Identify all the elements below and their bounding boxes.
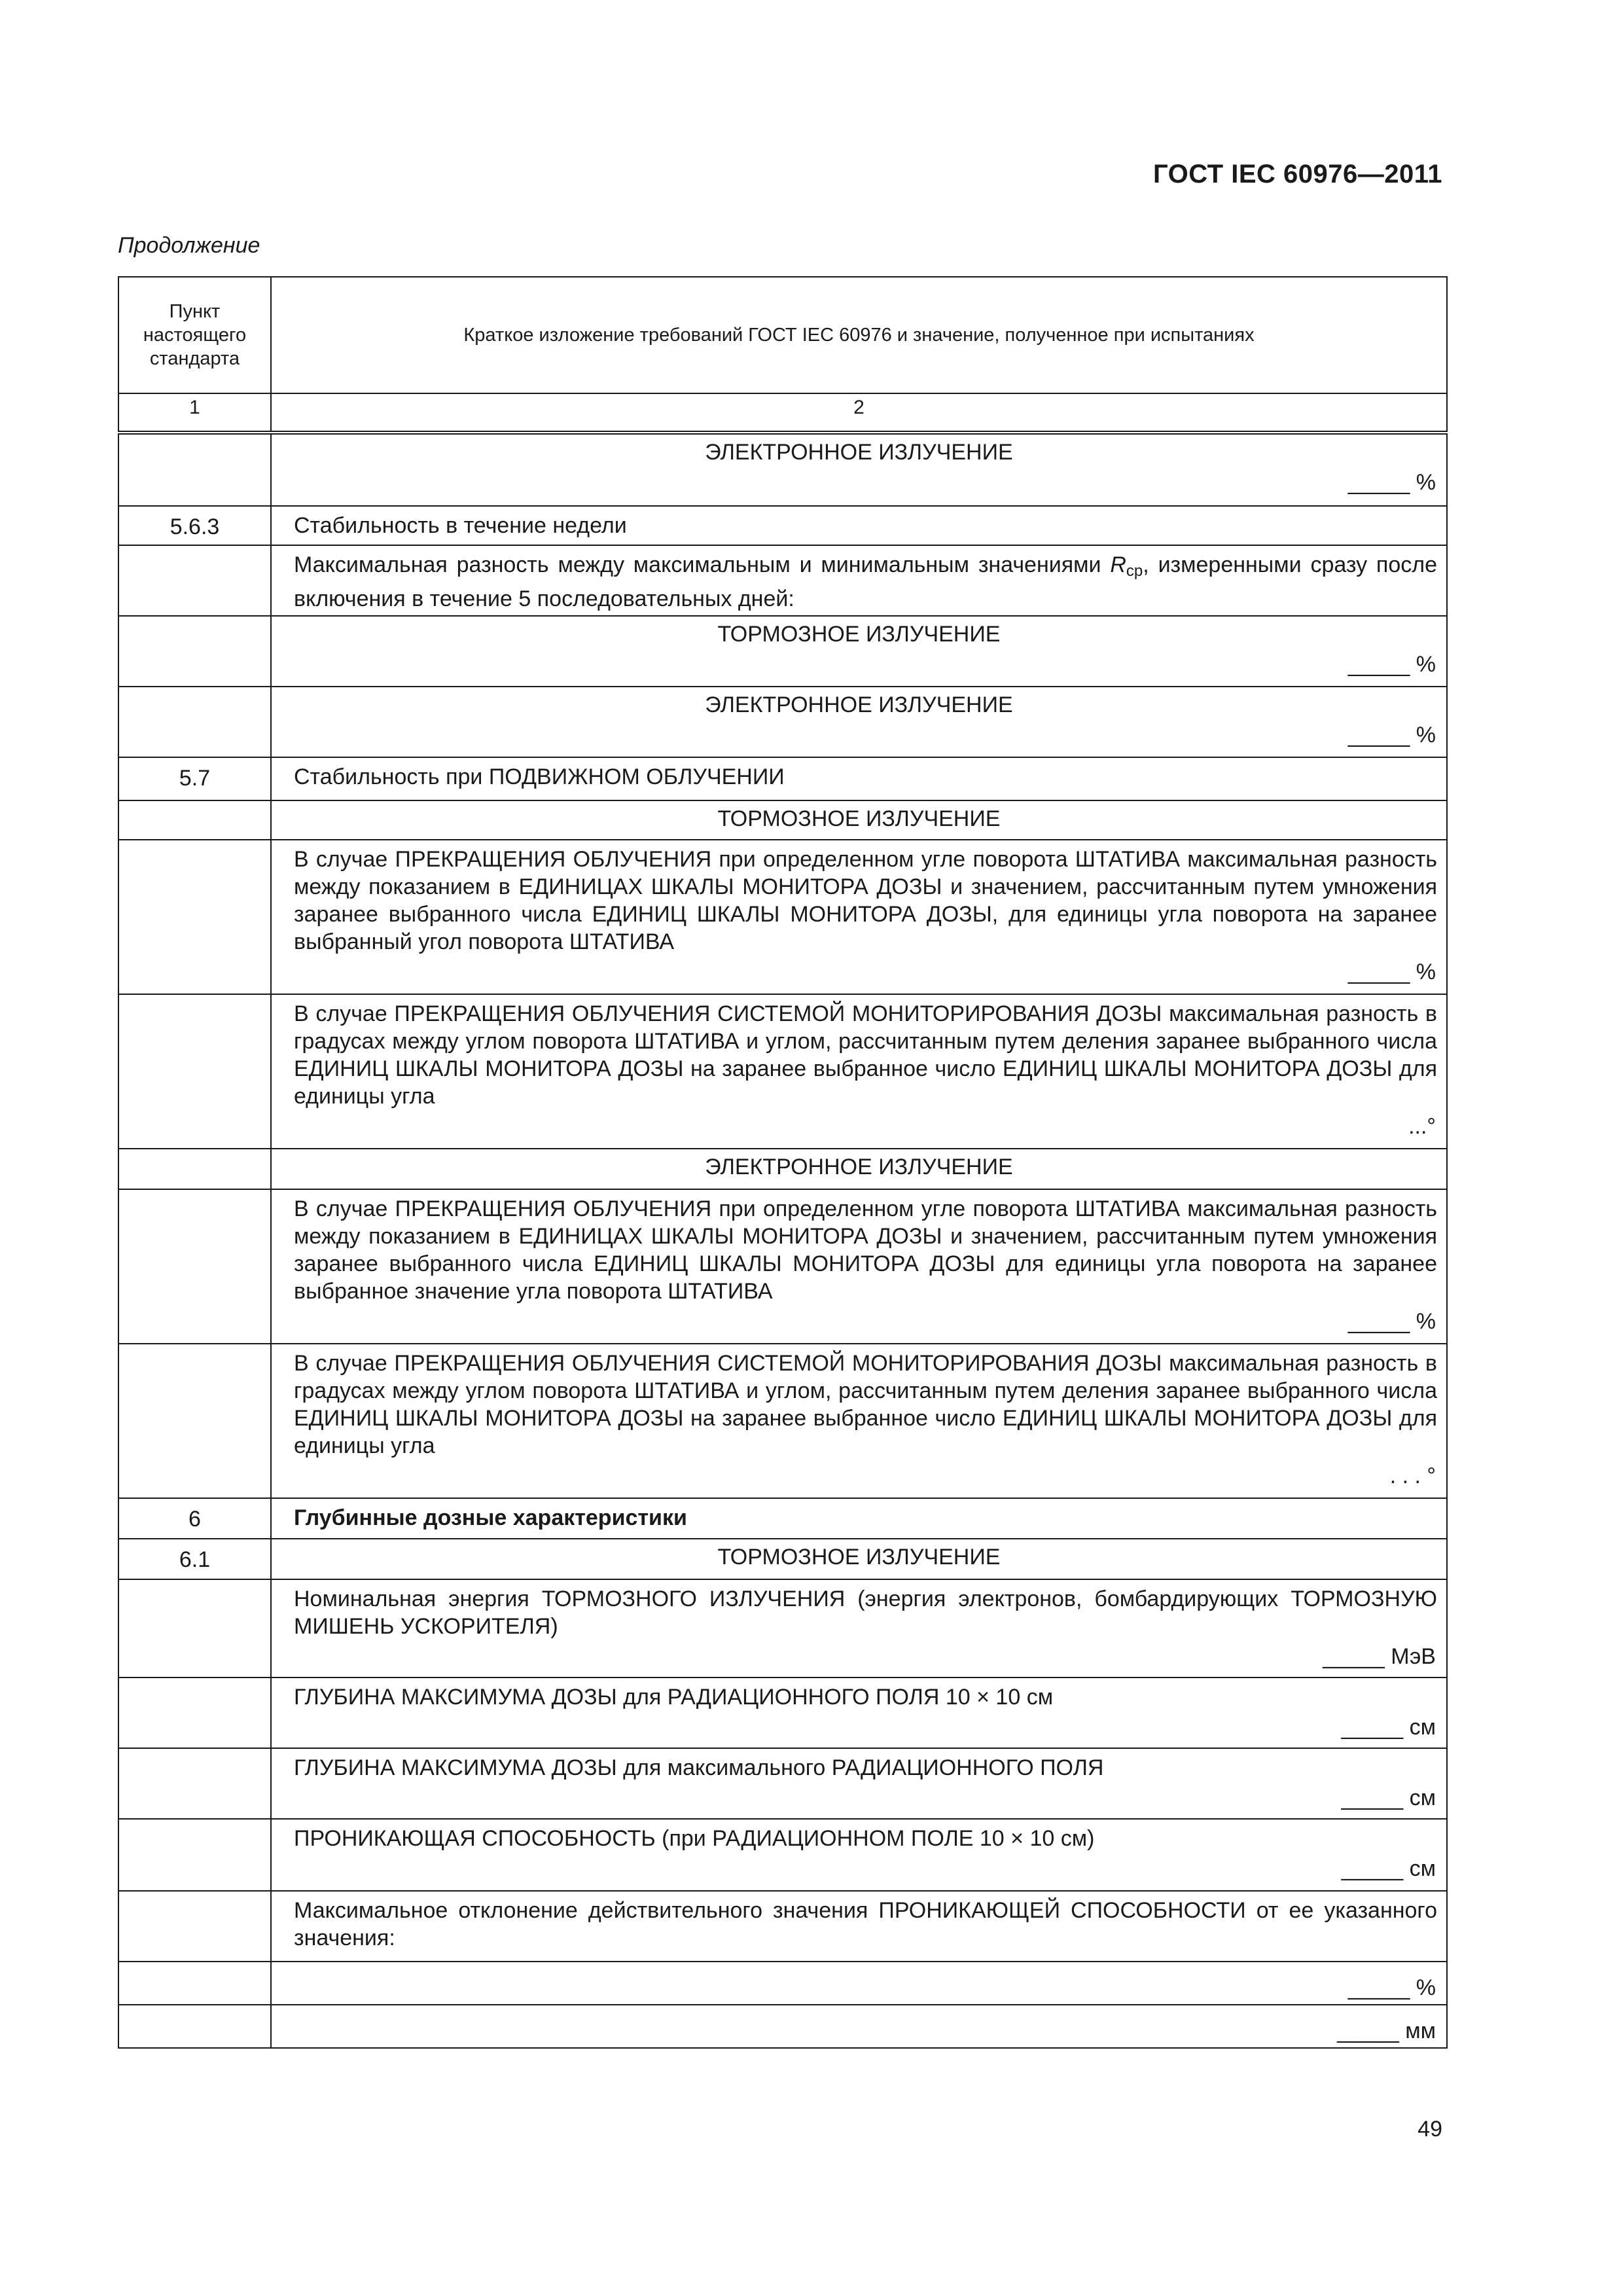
table-header-row xyxy=(118,277,1447,393)
table-row xyxy=(118,757,1447,800)
clause-number: 6 xyxy=(118,1498,271,1539)
table-row xyxy=(118,1891,1447,1962)
row-text: ТОРМОЗНОЕ ИЗЛУЧЕНИЕ xyxy=(271,1539,1447,1579)
requirements-table xyxy=(118,276,1448,2049)
column-number-2: 2 xyxy=(271,393,1447,433)
table-row xyxy=(118,1344,1447,1498)
page-number: 49 xyxy=(1418,2117,1442,2142)
continuation-label: Продолжение xyxy=(118,233,260,258)
table-row xyxy=(118,840,1447,994)
r-symbol: R xyxy=(1110,552,1126,577)
row-text: В случае ПРЕКРАЩЕНИЯ ОБЛУЧЕНИЯ при определенном угле поворота ШТАТИВА максимальная разность между показанием в ЕДИНИЦАХ ШКАЛЫ МОНИТОРА ДОЗЫ и значением, рассчитанным путем умножения заранее выбранного числа ЕДИНИЦ ШКАЛЫ МОНИТОРА ДОЗЫ, для единицы угла поворота на заранее выбранный угол поворота ШТАТИВА xyxy=(294,847,1437,954)
row-text: ТОРМОЗНОЕ ИЗЛУЧЕНИЕ xyxy=(717,622,1001,647)
row-text: ТОРМОЗНОЕ ИЗЛУЧЕНИЕ xyxy=(271,800,1447,840)
row-value: _____ см xyxy=(1341,1785,1436,1810)
clause-number: 5.6.3 xyxy=(118,506,271,545)
row-text: Максимальная разность между максимальным и минимальным значениями $R_{ср}$, измеренными сразу после включения в течение 5 последовательных дней: xyxy=(271,545,1447,616)
row-text: В случае ПРЕКРАЩЕНИЯ ОБЛУЧЕНИЯ СИСТЕМОЙ МОНИТОРИРОВАНИЯ ДОЗЫ максимальная разность в градусах между углом поворота ШТАТИВА и углом, рассчитанным путем деления заранее выбранного числа ЕДИНИЦ ШКАЛЫ МОНИТОРА ДОЗЫ на заранее выбранное число ЕДИНИЦ ШКАЛЫ МОНИТОРА ДОЗЫ для единицы угла xyxy=(294,1001,1437,1109)
row-text: Номинальная энергия ТОРМОЗНОГО ИЗЛУЧЕНИЯ (энергия электронов, бомбардирующих ТОРМОЗНУЮ МИШЕНЬ УСКОРИТЕЛЯ) xyxy=(294,1587,1437,1639)
column-number-1: 1 xyxy=(118,393,271,433)
table-row xyxy=(118,506,1447,545)
column-header-clause: Пункт настоящего стандарта xyxy=(118,277,271,393)
row-text: Стабильность в течение недели xyxy=(271,506,1447,545)
document-header-title: ГОСТ IEC 60976—2011 xyxy=(1153,160,1442,188)
table-row xyxy=(118,1498,1447,1539)
column-number-row xyxy=(118,393,1447,433)
row-text: ЭЛЕКТРОННОЕ ИЗЛУЧЕНИЕ xyxy=(271,1149,1447,1189)
table-row xyxy=(118,687,1447,757)
row-text: В случае ПРЕКРАЩЕНИЯ ОБЛУЧЕНИЯ при определенном угле поворота ШТАТИВА максимальная разность между показанием в ЕДИНИЦАХ ШКАЛЫ МОНИТОРА ДОЗЫ и значением, рассчитанным путем умножения заранее выбранного числа ЕДИНИЦ ШКАЛЫ МОНИТОРА ДОЗЫ для единицы угла поворота на заранее выбранное значение угла поворота ШТАТИВА xyxy=(294,1196,1437,1304)
table-row xyxy=(118,1677,1447,1748)
column-header-summary: Краткое изложение требований ГОСТ IEC 60976 и значение, полученное при испытаниях xyxy=(271,277,1447,393)
row-text: ЭЛЕКТРОННОЕ ИЗЛУЧЕНИЕ xyxy=(705,692,1013,717)
table-row xyxy=(118,1748,1447,1819)
section-title: Глубинные дозные характеристики xyxy=(271,1498,1447,1539)
row-value: _____ см xyxy=(1341,1715,1436,1740)
row-value: _____ мм xyxy=(1337,2018,1436,2043)
row-value: _____ % xyxy=(1347,1975,1436,2000)
row-value: _____ % xyxy=(1347,470,1436,495)
table-row xyxy=(118,433,1447,506)
r-subscript: ср xyxy=(1126,562,1143,580)
table-row xyxy=(118,2005,1447,2048)
row-text: Стабильность при ПОДВИЖНОМ ОБЛУЧЕНИИ xyxy=(271,757,1447,800)
row-value: _____ % xyxy=(1347,960,1436,984)
clause-number: 6.1 xyxy=(118,1539,271,1579)
row-value: _____ МэВ xyxy=(1323,1644,1436,1669)
row-text: ГЛУБИНА МАКСИМУМА ДОЗЫ для РАДИАЦИОННОГО ПОЛЯ 10 × 10 см xyxy=(294,1685,1054,1710)
row-text: Максимальное отклонение действительного значения ПРОНИКАЮЩЕЙ СПОСОБНОСТИ от ее указанного значения: xyxy=(271,1891,1447,1962)
table-row xyxy=(118,1539,1447,1579)
row-value: _____ % xyxy=(1347,1309,1436,1334)
table-row xyxy=(118,1149,1447,1189)
table-row xyxy=(118,1962,1447,2005)
table-row xyxy=(118,800,1447,840)
row-value: ...° xyxy=(1408,1114,1436,1139)
row-value: _____ % xyxy=(1347,723,1436,747)
row-text: В случае ПРЕКРАЩЕНИЯ ОБЛУЧЕНИЯ СИСТЕМОЙ МОНИТОРИРОВАНИЯ ДОЗЫ максимальная разность в градусах между углом поворота ШТАТИВА и углом, рассчитанным путем деления заранее выбранного числа ЕДИНИЦ ШКАЛЫ МОНИТОРА ДОЗЫ на заранее выбранное число ЕДИНИЦ ШКАЛЫ МОНИТОРА ДОЗЫ для единицы угла xyxy=(294,1351,1437,1458)
row-value: . . . ° xyxy=(1389,1463,1436,1488)
table-row xyxy=(118,545,1447,616)
table-row xyxy=(118,616,1447,687)
row-text: ГЛУБИНА МАКСИМУМА ДОЗЫ для максимального РАДИАЦИОННОГО ПОЛЯ xyxy=(294,1755,1104,1780)
clause-number: 5.7 xyxy=(118,757,271,800)
table-row xyxy=(118,1579,1447,1677)
row-text: ЭЛЕКТРОННОЕ ИЗЛУЧЕНИЕ xyxy=(705,440,1013,465)
table-row xyxy=(118,994,1447,1149)
table-row xyxy=(118,1189,1447,1344)
row-text: ПРОНИКАЮЩАЯ СПОСОБНОСТЬ (при РАДИАЦИОННОМ ПОЛЕ 10 × 10 см) xyxy=(294,1826,1095,1851)
row-value: _____ см xyxy=(1341,1856,1436,1881)
row-value: _____ % xyxy=(1347,652,1436,677)
table-row xyxy=(118,1819,1447,1891)
